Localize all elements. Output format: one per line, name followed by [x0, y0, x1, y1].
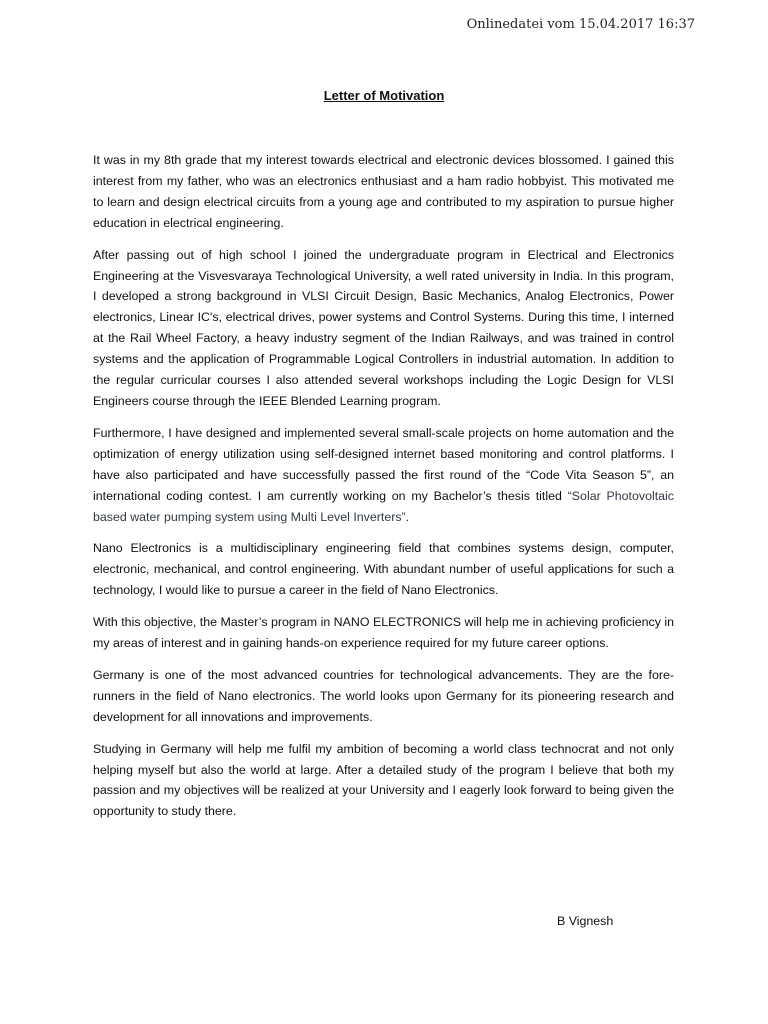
online-file-timestamp: Onlinedatei vom 15.04.2017 16:37	[466, 17, 695, 32]
paragraph-closing: Studying in Germany will help me fulfil my ambition of becoming a world class technocrat and not only helping myself but also the world at large. After a detailed study of the program I believe that both my passion and my objectives will be realized at your University and I eagerly look forward to being given the opportunity to study there.	[93, 741, 674, 819]
letter-body	[93, 150, 674, 833]
paragraph-germany: Germany is one of the most advanced countries for technological advancements. They are the fore-runners in the field of Nano electronics. The world looks upon Germany for its pioneering research and development for all innovations and improvements.	[93, 667, 674, 724]
paragraph-undergraduate: After passing out of high school I joined the undergraduate program in Electrical and Electronics Engineering at the Visvesvaraya Technological University, a well rated university in India. In this program, I developed a strong background in VLSI Circuit Design, Basic Mechanics, Analog Electronics, Power electronics, Linear IC's, electrical drives, power systems and Control Systems. During this time, I interned at the Rail Wheel Factory, a heavy industry segment of the Indian Railways, and was trained in control systems and the application of Programmable Logical Controllers in industrial automation. In addition to the regular curricular courses I also attended several workshops including the Logic Design for VLSI Engineers course through the IEEE Blended Learning program.	[93, 247, 674, 408]
paragraph-projects	[93, 423, 674, 528]
signature-name: B Vignesh	[557, 914, 614, 928]
paragraph-nano-electronics: Nano Electronics is a multidisciplinary engineering field that combines systems design, computer, electronic, mechanical, and control engineering. With abundant number of useful applications for such a technology, I would like to pursue a career in the field of Nano Electronics.	[93, 541, 674, 598]
paragraph-interest-origin: It was in my 8th grade that my interest towards electrical and electronic devices blossomed. I gained this interest from my father, who was an electronics enthusiast and a ham radio hobbyist. This motivated me to learn and design electrical circuits from a young age and contributed to my aspiration to pursue higher education in electrical engineering.	[93, 153, 674, 230]
projects-text: Furthermore, I have designed and implemented several small-scale projects on home automation and the optimization of energy utilization using self-designed internet based monitoring and control platforms. I have also participated and have successfully passed the first round of the “Code Vita Season 5”, an international coding contest. I am currently working on my Bachelor’s thesis titled	[93, 425, 674, 503]
projects-text-end: .	[405, 509, 410, 524]
thesis-title: “Solar Photovoltaic based water pumping system using Multi Level Inverters”	[93, 488, 674, 524]
paragraph-objective: With this objective, the Master’s program in NANO ELECTRONICS will help me in achieving proficiency in my areas of interest and in gaining hands-on experience required for my future career options.	[93, 615, 674, 651]
letter-title: Letter of Motivation	[323, 88, 445, 103]
